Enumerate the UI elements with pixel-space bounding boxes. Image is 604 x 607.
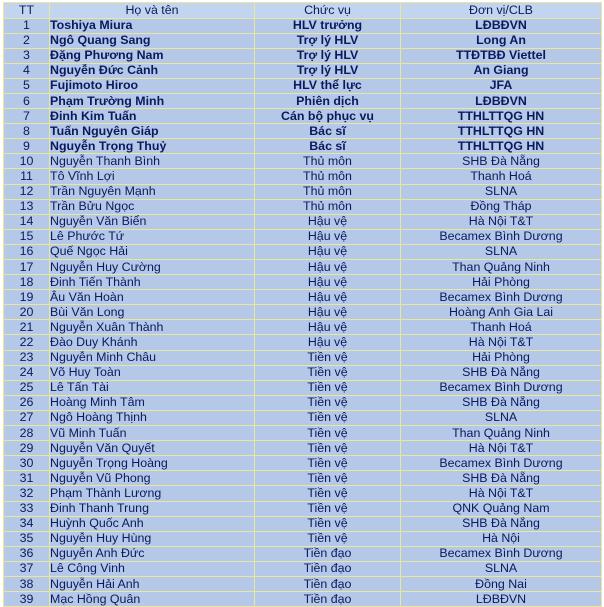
table-row (4, 33, 602, 48)
cell-role: Tiền vệ (255, 426, 401, 441)
cell-club: Long An (401, 33, 602, 48)
cell-club: TTHLTTQG HN (401, 139, 602, 154)
table-row (4, 244, 602, 259)
cell-role: Tiền vệ (255, 350, 401, 365)
cell-club: An Giang (401, 63, 602, 78)
cell-name: Nguyễn Thanh Bình (50, 154, 255, 169)
header-name: Họ và tên (50, 3, 255, 19)
table-row (4, 441, 602, 456)
cell-tt: 31 (4, 471, 50, 486)
cell-tt: 26 (4, 395, 50, 410)
table-row (4, 109, 602, 124)
cell-club: SHB Đà Nẵng (401, 471, 602, 486)
cell-tt: 39 (4, 592, 50, 607)
table-body (4, 18, 602, 607)
cell-role: Thủ môn (255, 154, 401, 169)
cell-tt: 38 (4, 576, 50, 591)
cell-name: Võ Huy Toàn (50, 365, 255, 380)
cell-name: Tuấn Nguyên Giáp (50, 124, 255, 139)
cell-name: Vũ Minh Tuấn (50, 426, 255, 441)
cell-tt: 2 (4, 33, 50, 48)
cell-tt: 23 (4, 350, 50, 365)
table-row (4, 501, 602, 516)
cell-club: Hải Phòng (401, 350, 602, 365)
cell-name: Nguyễn Vũ Phong (50, 471, 255, 486)
cell-tt: 24 (4, 365, 50, 380)
cell-role: Hậu vệ (255, 320, 401, 335)
table-row (4, 380, 602, 395)
cell-club: Becamex Bình Dương (401, 290, 602, 305)
cell-club: Hoàng Anh Gia Lai (401, 305, 602, 320)
table-row (4, 184, 602, 199)
cell-role: Tiền vệ (255, 395, 401, 410)
cell-tt: 15 (4, 229, 50, 244)
cell-name: Nguyễn Huy Hùng (50, 531, 255, 546)
cell-role: Tiền vệ (255, 471, 401, 486)
table-row (4, 169, 602, 184)
table-row (4, 154, 602, 169)
cell-role: Tiền vệ (255, 456, 401, 471)
cell-role: Tiền vệ (255, 516, 401, 531)
table-row (4, 410, 602, 425)
cell-club: LĐBĐVN (401, 18, 602, 33)
table-row (4, 290, 602, 305)
cell-tt: 10 (4, 154, 50, 169)
cell-tt: 12 (4, 184, 50, 199)
cell-role: Hậu vệ (255, 260, 401, 275)
table-row (4, 199, 602, 214)
cell-tt: 37 (4, 561, 50, 576)
table-row (4, 139, 602, 154)
cell-role: Trợ lý HLV (255, 48, 401, 63)
cell-club: Than Quảng Ninh (401, 260, 602, 275)
cell-name: Nguyễn Trọng Thuỷ (50, 139, 255, 154)
cell-tt: 33 (4, 501, 50, 516)
cell-name: Bùi Văn Long (50, 305, 255, 320)
squad-table (3, 2, 602, 607)
table-row (4, 486, 602, 501)
cell-tt: 21 (4, 320, 50, 335)
cell-name: Nguyễn Hải Anh (50, 576, 255, 591)
table-row (4, 63, 602, 78)
cell-role: Phiên dịch (255, 93, 401, 108)
cell-name: Tô Vĩnh Lợi (50, 169, 255, 184)
cell-tt: 11 (4, 169, 50, 184)
cell-name: Đinh Tiến Thành (50, 275, 255, 290)
cell-name: Đặng Phương Nam (50, 48, 255, 63)
table-row (4, 78, 602, 93)
cell-tt: 17 (4, 260, 50, 275)
cell-club: Thanh Hoá (401, 320, 602, 335)
header-role: Chức vụ (255, 3, 401, 19)
cell-club: Hà Nội T&T (401, 441, 602, 456)
cell-name: Trần Nguyên Mạnh (50, 184, 255, 199)
cell-tt: 5 (4, 78, 50, 93)
cell-tt: 28 (4, 426, 50, 441)
cell-name: Phạm Thành Lương (50, 486, 255, 501)
cell-name: Âu Văn Hoàn (50, 290, 255, 305)
cell-role: Thủ môn (255, 169, 401, 184)
table-row (4, 275, 602, 290)
cell-club: Đồng Nai (401, 576, 602, 591)
cell-role: Tiền đạo (255, 546, 401, 561)
table-row (4, 350, 602, 365)
cell-role: Tiền vệ (255, 501, 401, 516)
cell-role: Tiền đạo (255, 576, 401, 591)
table-row (4, 516, 602, 531)
cell-club: JFA (401, 78, 602, 93)
cell-tt: 35 (4, 531, 50, 546)
table-row (4, 576, 602, 591)
table-header (4, 3, 602, 19)
cell-tt: 4 (4, 63, 50, 78)
table-row (4, 48, 602, 63)
cell-club: SLNA (401, 561, 602, 576)
table-row (4, 592, 602, 607)
cell-tt: 1 (4, 18, 50, 33)
cell-club: TTĐTBĐ Viettel (401, 48, 602, 63)
cell-tt: 27 (4, 410, 50, 425)
header-tt: TT (4, 3, 50, 19)
cell-club: SLNA (401, 244, 602, 259)
table-row (4, 124, 602, 139)
table-row (4, 561, 602, 576)
cell-name: Nguyễn Xuân Thành (50, 320, 255, 335)
cell-tt: 13 (4, 199, 50, 214)
cell-role: Bác sĩ (255, 139, 401, 154)
cell-role: Tiền vệ (255, 486, 401, 501)
cell-tt: 8 (4, 124, 50, 139)
cell-role: Tiền vệ (255, 410, 401, 425)
cell-club: TTHLTTQG HN (401, 109, 602, 124)
cell-club: SHB Đà Nẵng (401, 365, 602, 380)
cell-name: Nguyễn Anh Đức (50, 546, 255, 561)
cell-tt: 34 (4, 516, 50, 531)
cell-role: Trợ lý HLV (255, 33, 401, 48)
table-row (4, 18, 602, 33)
cell-name: Mạc Hồng Quân (50, 592, 255, 607)
cell-name: Đào Duy Khánh (50, 335, 255, 350)
cell-name: Toshiya Miura (50, 18, 255, 33)
cell-tt: 6 (4, 93, 50, 108)
cell-role: Thủ môn (255, 184, 401, 199)
cell-role: Cán bộ phục vụ (255, 109, 401, 124)
cell-club: QNK Quảng Nam (401, 501, 602, 516)
cell-tt: 3 (4, 48, 50, 63)
cell-club: Than Quảng Ninh (401, 426, 602, 441)
cell-tt: 22 (4, 335, 50, 350)
cell-name: Lê Phước Tứ (50, 229, 255, 244)
cell-role: Tiền đạo (255, 561, 401, 576)
cell-name: Đinh Thanh Trung (50, 501, 255, 516)
cell-tt: 29 (4, 441, 50, 456)
cell-name: Nguyễn Đức Cảnh (50, 63, 255, 78)
table-row (4, 335, 602, 350)
cell-tt: 18 (4, 275, 50, 290)
cell-name: Nguyễn Trọng Hoàng (50, 456, 255, 471)
cell-club: Hà Nội T&T (401, 486, 602, 501)
cell-role: Hậu vệ (255, 244, 401, 259)
cell-club: LĐBĐVN (401, 93, 602, 108)
cell-club: TTHLTTQG HN (401, 124, 602, 139)
cell-name: Nguyễn Văn Quyết (50, 441, 255, 456)
cell-name: Nguyễn Huy Cường (50, 260, 255, 275)
cell-role: Trợ lý HLV (255, 63, 401, 78)
cell-name: Trần Bửu Ngọc (50, 199, 255, 214)
cell-club: Becamex Bình Dương (401, 229, 602, 244)
cell-tt: 19 (4, 290, 50, 305)
header-club: Đơn vị/CLB (401, 3, 602, 19)
cell-name: Đinh Kim Tuấn (50, 109, 255, 124)
cell-tt: 25 (4, 380, 50, 395)
cell-tt: 30 (4, 456, 50, 471)
cell-tt: 7 (4, 109, 50, 124)
cell-role: Tiền vệ (255, 365, 401, 380)
cell-name: Phạm Trường Minh (50, 93, 255, 108)
cell-name: Hoàng Minh Tâm (50, 395, 255, 410)
cell-role: Hậu vệ (255, 305, 401, 320)
cell-role: Hậu vệ (255, 275, 401, 290)
table-row (4, 395, 602, 410)
cell-role: HLV thể lực (255, 78, 401, 93)
table-row (4, 260, 602, 275)
cell-club: Becamex Bình Dương (401, 380, 602, 395)
header-row (4, 3, 602, 19)
cell-role: Tiền vệ (255, 380, 401, 395)
cell-role: Hậu vệ (255, 335, 401, 350)
table-row (4, 229, 602, 244)
cell-role: Tiền vệ (255, 441, 401, 456)
cell-name: Huỳnh Quốc Anh (50, 516, 255, 531)
cell-tt: 16 (4, 244, 50, 259)
cell-club: SLNA (401, 184, 602, 199)
cell-tt: 32 (4, 486, 50, 501)
cell-club: LĐBĐVN (401, 592, 602, 607)
cell-club: Đồng Tháp (401, 199, 602, 214)
cell-club: Hải Phòng (401, 275, 602, 290)
cell-name: Nguyễn Minh Châu (50, 350, 255, 365)
cell-club: SHB Đà Nẵng (401, 516, 602, 531)
cell-name: Quế Ngọc Hải (50, 244, 255, 259)
cell-name: Nguyễn Văn Biển (50, 214, 255, 229)
cell-role: Hậu vệ (255, 214, 401, 229)
table-row (4, 426, 602, 441)
cell-club: Hà Nội T&T (401, 335, 602, 350)
table-row (4, 320, 602, 335)
cell-role: Thủ môn (255, 199, 401, 214)
cell-club: Thanh Hoá (401, 169, 602, 184)
table-row (4, 471, 602, 486)
cell-club: SHB Đà Nẵng (401, 395, 602, 410)
cell-role: Tiền đạo (255, 592, 401, 607)
table-row (4, 531, 602, 546)
cell-role: Hậu vệ (255, 229, 401, 244)
cell-name: Fujimoto Hiroo (50, 78, 255, 93)
cell-role: Hậu vệ (255, 290, 401, 305)
cell-tt: 14 (4, 214, 50, 229)
cell-role: HLV trưởng (255, 18, 401, 33)
table-row (4, 305, 602, 320)
cell-role: Tiền vệ (255, 531, 401, 546)
cell-club: Hà Nội T&T (401, 214, 602, 229)
table-row (4, 93, 602, 108)
cell-club: Hà Nội (401, 531, 602, 546)
cell-tt: 36 (4, 546, 50, 561)
cell-name: Ngô Hoàng Thịnh (50, 410, 255, 425)
cell-club: SLNA (401, 410, 602, 425)
cell-tt: 9 (4, 139, 50, 154)
cell-name: Ngô Quang Sang (50, 33, 255, 48)
table-row (4, 456, 602, 471)
cell-name: Lê Tấn Tài (50, 380, 255, 395)
table-row (4, 365, 602, 380)
table-row (4, 546, 602, 561)
cell-name: Lê Công Vinh (50, 561, 255, 576)
cell-role: Bác sĩ (255, 124, 401, 139)
table-row (4, 214, 602, 229)
cell-club: Becamex Bình Dương (401, 456, 602, 471)
cell-club: SHB Đà Nẵng (401, 154, 602, 169)
cell-club: Becamex Bình Dương (401, 546, 602, 561)
cell-tt: 20 (4, 305, 50, 320)
